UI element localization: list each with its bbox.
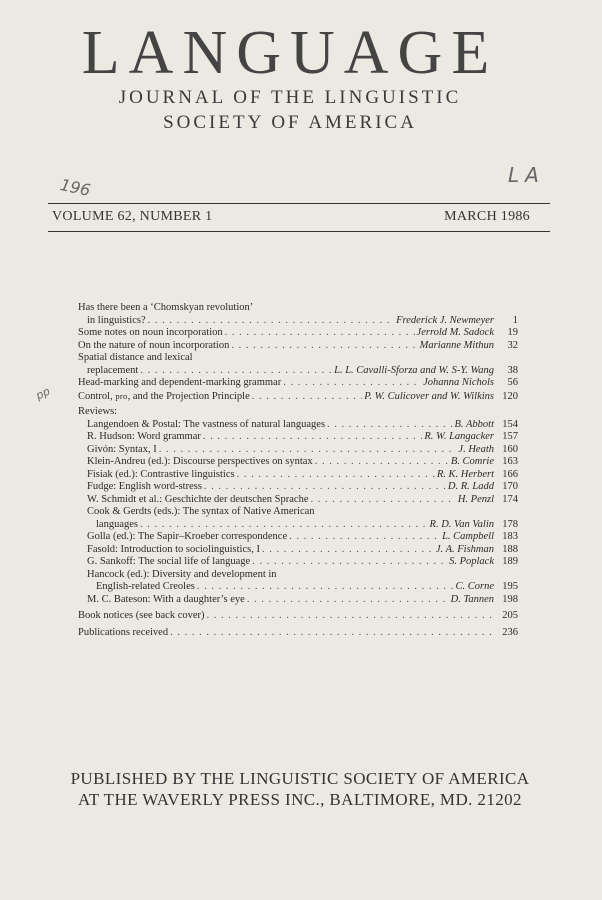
reviews-heading: Reviews: xyxy=(78,406,118,417)
toc-entry[interactable] xyxy=(78,456,518,469)
volume-number: VOLUME 62, NUMBER 1 xyxy=(52,209,213,224)
handwritten-mark-left: 196 xyxy=(58,175,93,200)
entry-title: M. C. Bateson: With a daughter’s eye xyxy=(87,593,245,605)
entry-title: languages xyxy=(96,518,138,530)
entry-title: Head-marking and dependent-marking grammar xyxy=(78,377,282,388)
entry-title: Givón: Syntax, I xyxy=(87,443,157,455)
review-title-line: Hancock (ed.): Diversity and development in xyxy=(87,568,277,580)
entry-author: B. Comrie xyxy=(450,456,494,467)
toc-entry[interactable] xyxy=(78,481,518,494)
entry-page: 160 xyxy=(502,443,518,455)
toc-entry[interactable] xyxy=(78,469,518,482)
entry-author: D. Tannen xyxy=(450,593,494,605)
entry-title: Fudge: English word-stress xyxy=(87,481,202,492)
publisher-imprint xyxy=(60,768,540,810)
review-title-line: Cook & Gerdts (eds.): The syntax of Native American xyxy=(87,506,315,517)
entry-author: L. L. Cavalli-Sforza and W. S-Y. Wang xyxy=(334,364,494,376)
toc-entry[interactable] xyxy=(78,581,518,594)
entry-author: S. Poplack xyxy=(449,556,494,567)
entry-title: replacement xyxy=(87,364,139,376)
entry-author: Marianne Mithun xyxy=(419,339,494,351)
toc-entry[interactable] xyxy=(78,556,518,569)
issue-date: MARCH 1986 xyxy=(444,209,530,224)
toc-entry[interactable] xyxy=(78,327,518,340)
table-of-contents xyxy=(78,302,518,639)
entry-page: 236 xyxy=(502,626,518,638)
entry-author: J. A. Fishman xyxy=(435,543,494,555)
subtitle-line-1: JOURNAL OF THE LINGUISTIC xyxy=(118,87,462,108)
entry-page: 170 xyxy=(502,481,518,492)
publisher-line-2: AT THE WAVERLY PRESS INC., BALTIMORE, MD. 21202 xyxy=(78,790,522,809)
bottom-rule xyxy=(48,231,550,232)
entry-title: G. Sankoff: The social life of language xyxy=(87,556,251,567)
entry-page: 163 xyxy=(502,456,518,467)
toc-entry[interactable] xyxy=(78,444,518,457)
entry-title: Control, pro, and the Projection Principle xyxy=(78,390,250,402)
entry-title: Golla (ed.): The Sapir–Kroeber correspondence xyxy=(87,531,288,542)
entry-author: R. K. Herbert xyxy=(436,468,494,480)
entry-title: Fasold: Introduction to sociolinguistics, I xyxy=(87,543,260,555)
article-title-line: Has there been a ‘Chomskyan revolution’ xyxy=(78,302,254,313)
toc-entry[interactable] xyxy=(78,544,518,557)
entry-author: P. W. Culicover and W. Wilkins xyxy=(364,390,494,402)
entry-page: 32 xyxy=(507,339,518,351)
entry-page: 19 xyxy=(507,327,518,338)
entry-author: Johanna Nichols xyxy=(423,377,494,388)
entry-author: J. Heath xyxy=(458,443,494,455)
entry-page: 183 xyxy=(502,531,518,542)
toc-entry[interactable] xyxy=(78,340,518,353)
handwritten-margin-note: pp xyxy=(33,384,53,403)
entry-page: 157 xyxy=(502,431,518,442)
entry-page: 188 xyxy=(502,543,518,555)
entry-title: On the nature of noun incorporation xyxy=(78,339,230,351)
entry-author: D. R. Ladd xyxy=(447,481,494,492)
entry-title: R. Hudson: Word grammar xyxy=(87,431,201,442)
journal-subtitle xyxy=(70,85,510,135)
toc-entry[interactable] xyxy=(78,494,518,507)
toc-entry[interactable] xyxy=(78,390,518,403)
article-title-line: Spatial distance and lexical xyxy=(78,352,193,363)
entry-page: 198 xyxy=(502,593,518,605)
toc-entry[interactable] xyxy=(78,377,518,390)
entry-page: 189 xyxy=(502,556,518,567)
entry-author: Frederick J. Newmeyer xyxy=(396,314,494,326)
entry-title: Some notes on noun incorporation xyxy=(78,327,223,338)
top-rule xyxy=(48,203,550,204)
entry-title: in linguistics? xyxy=(87,314,146,326)
handwritten-mark-right: LA xyxy=(508,163,545,187)
journal-title: LANGUAGE xyxy=(81,19,499,87)
toc-entry[interactable] xyxy=(78,627,518,640)
entry-author: L. Campbell xyxy=(442,531,494,542)
toc-entry[interactable] xyxy=(78,315,518,328)
entry-title: Klein-Andreu (ed.): Discourse perspectives on syntax xyxy=(87,456,313,467)
subtitle-line-2: SOCIETY OF AMERICA xyxy=(163,112,417,133)
toc-entry[interactable] xyxy=(78,610,518,623)
toc-entry[interactable] xyxy=(78,431,518,444)
publisher-line-1: PUBLISHED BY THE LINGUISTIC SOCIETY OF AMERICA xyxy=(70,769,530,788)
entry-page: 174 xyxy=(502,493,518,505)
entry-page: 120 xyxy=(502,390,518,402)
entry-page: 1 xyxy=(512,314,518,326)
entry-page: 166 xyxy=(502,468,518,480)
toc-entry[interactable] xyxy=(78,594,518,607)
entry-author: Jerrold M. Sadock xyxy=(416,327,494,338)
entry-page: 178 xyxy=(502,518,518,530)
entry-author: R. D. Van Valin xyxy=(429,518,494,530)
toc-entry[interactable] xyxy=(78,519,518,532)
entry-title: English-related Creoles xyxy=(96,581,195,592)
entry-page: 38 xyxy=(507,364,518,376)
entry-author: H. Penzl xyxy=(457,493,494,505)
toc-entry[interactable] xyxy=(78,531,518,544)
entry-title: Book notices (see back cover) xyxy=(78,610,205,621)
entry-page: 195 xyxy=(502,581,518,592)
entry-author: R. W. Langacker xyxy=(424,431,494,442)
entry-page: 56 xyxy=(507,377,518,388)
entry-title: W. Schmidt et al.: Geschichte der deutschen Sprache xyxy=(87,493,309,505)
entry-title: Publications received xyxy=(78,626,169,638)
entry-title: Langendoen & Postal: The vastness of natural languages xyxy=(87,418,326,430)
toc-entry[interactable] xyxy=(78,419,518,432)
entry-author: B. Abbott xyxy=(454,418,494,430)
entry-title: Fisiak (ed.): Contrastive linguistics xyxy=(87,468,235,480)
entry-page: 154 xyxy=(502,418,518,430)
entry-page: 205 xyxy=(502,610,518,621)
toc-entry[interactable] xyxy=(78,365,518,378)
entry-author: C. Corne xyxy=(455,581,494,592)
